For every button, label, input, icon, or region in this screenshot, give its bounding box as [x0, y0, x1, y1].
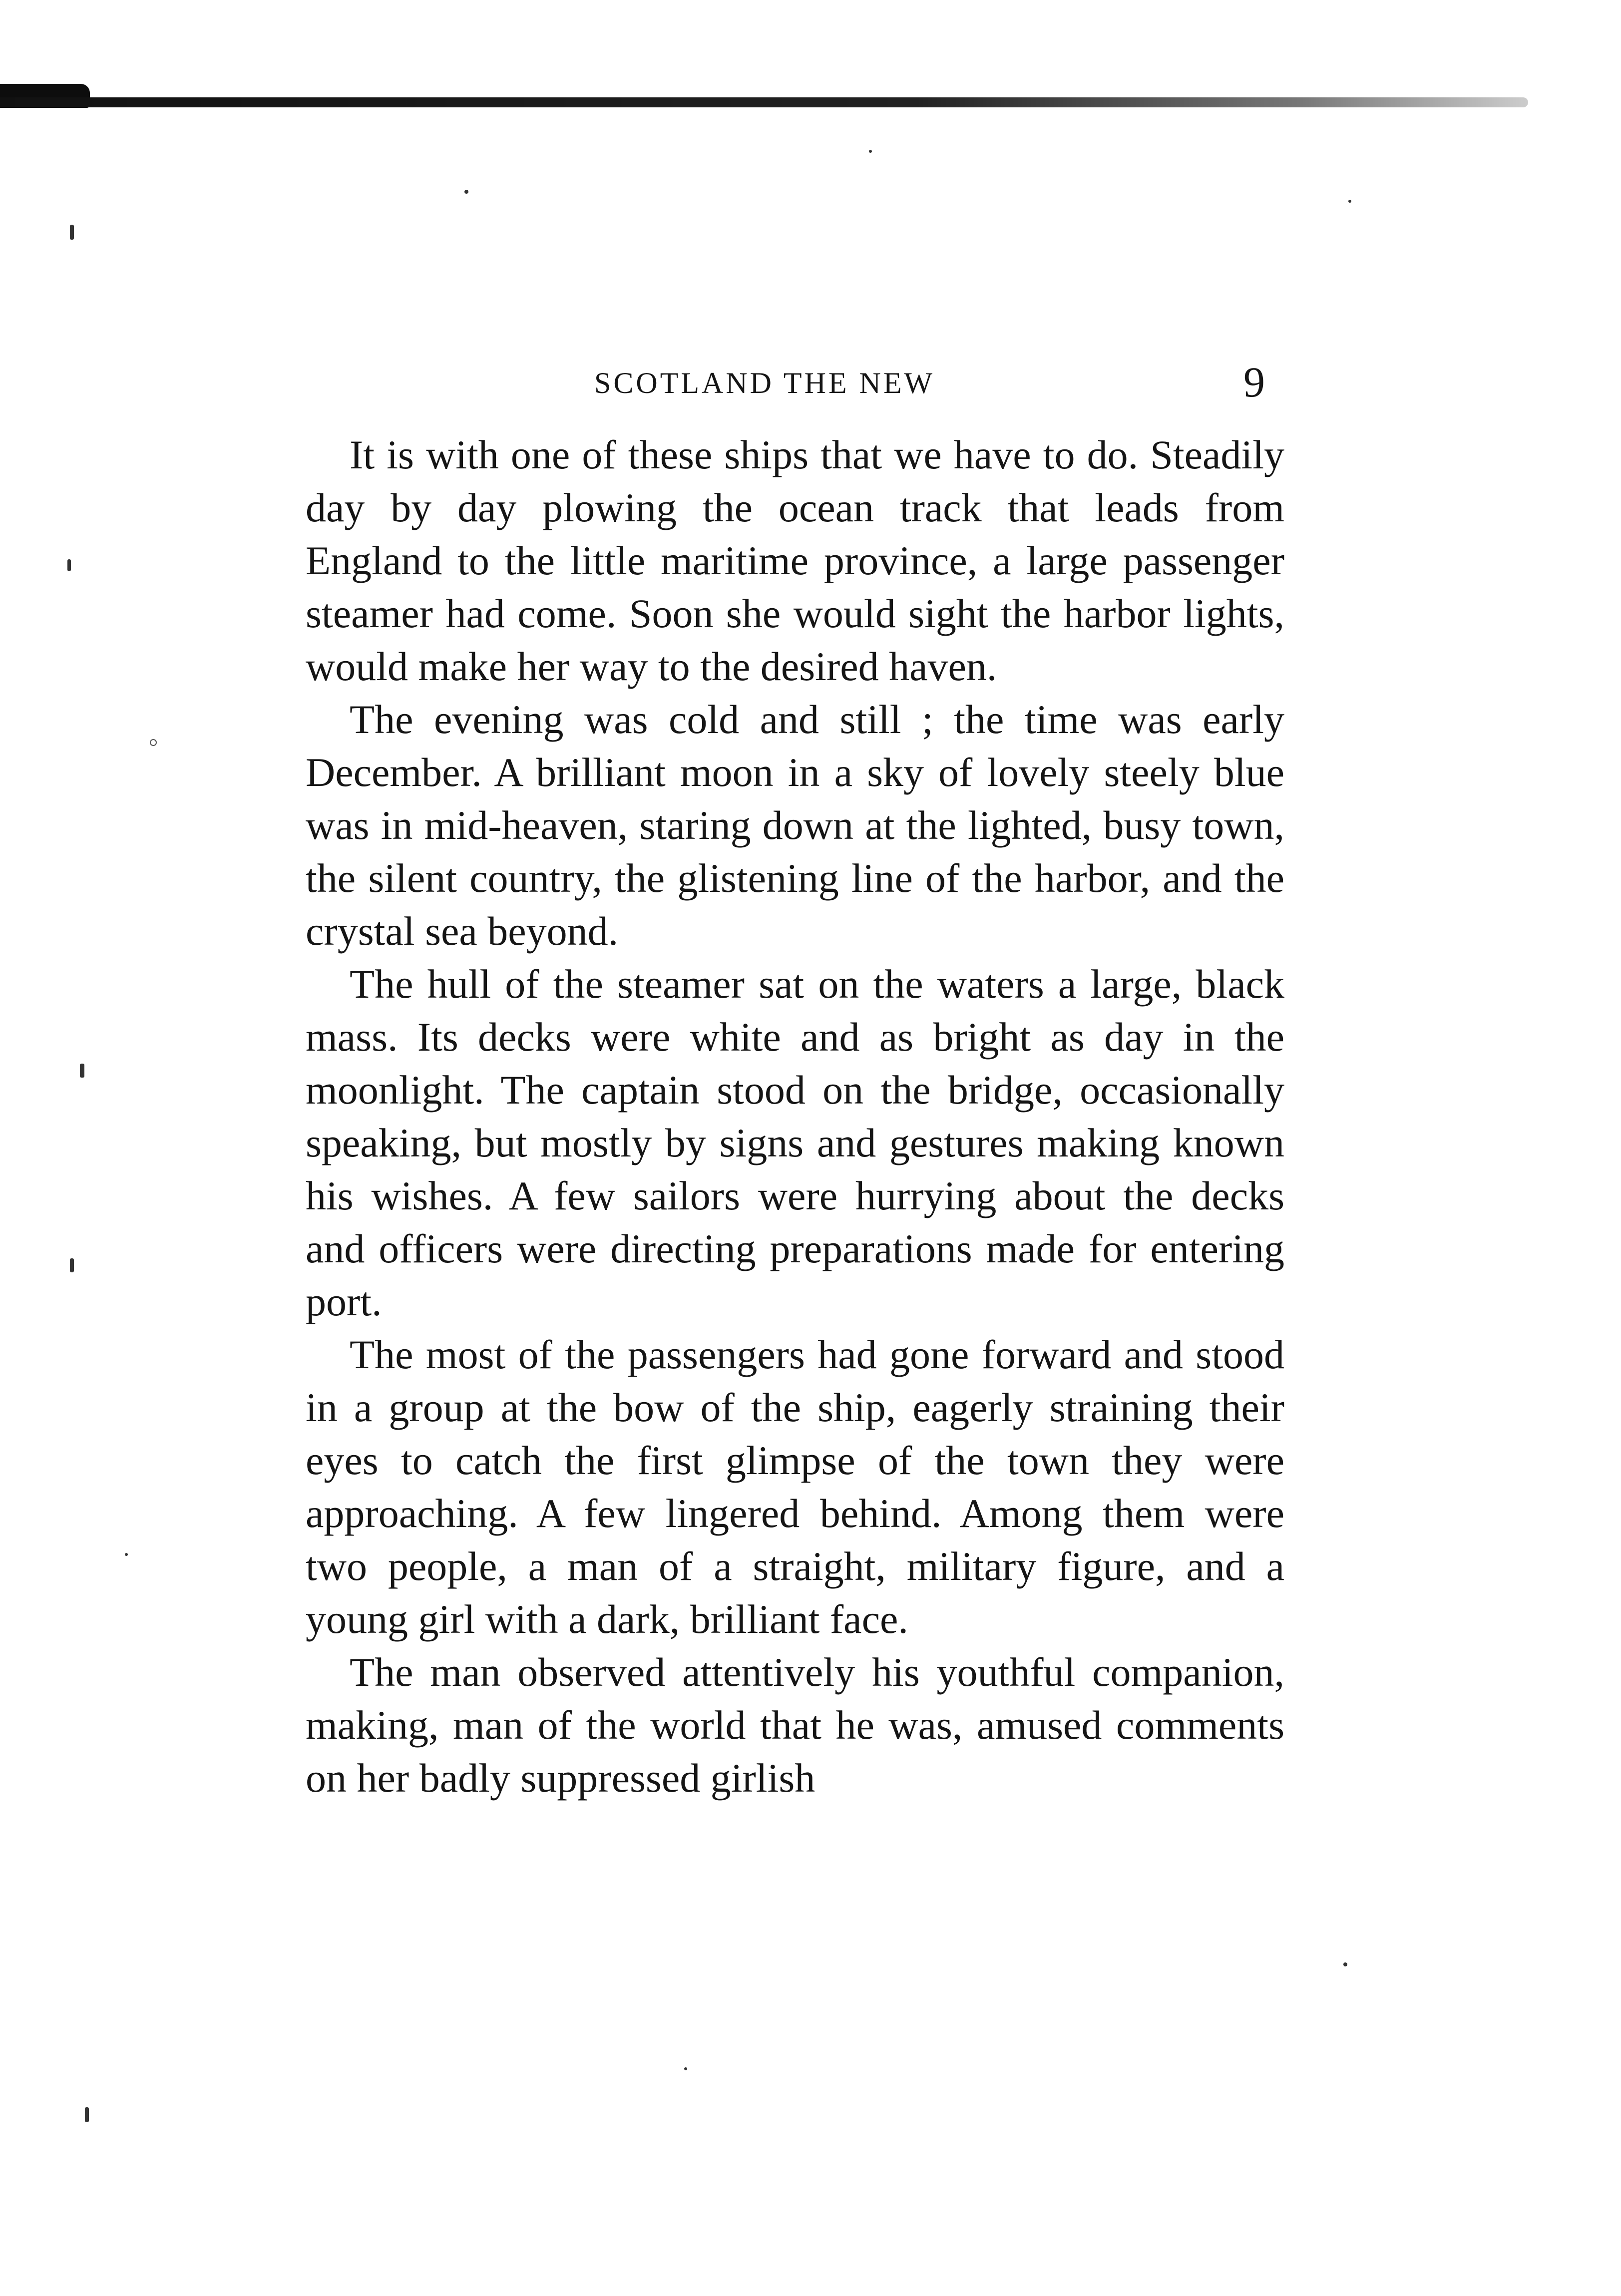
paragraph: The man observed attentively his youthful companion, making, man of the world that he was, amused comments on her badly suppressed girlish	[306, 1649, 1284, 1801]
paragraph: The evening was cold and still ; the time was early December. A brilliant moon in a sky of lovely steely blue was in mid-heaven, staring down at the lighted, busy town, the silent country, the glistening line of the harbor, and the crystal sea beyond.	[306, 697, 1284, 954]
scan-speck	[67, 559, 71, 571]
paragraph: The most of the passengers had gone forward and stood in a group at the bow of the ship, eagerly straining their eyes to catch the first glimpse of the town they were approaching. A few lingered behind. Among them were two people, a man of a straight, military figure, and a young girl with a dark, brilliant face.	[306, 1332, 1284, 1642]
scan-top-rule	[0, 97, 1528, 107]
scan-speck	[1348, 200, 1351, 203]
paragraph: The hull of the steamer sat on the waters a large, black mass. Its decks were white and as bright as day in the moonlight. The captain stood on the bridge, occasionally speaking, but mostly by signs and gestures making known his wishes. A few sailors were hurrying about the decks and officers were directing preparations made for entering port.	[306, 961, 1284, 1324]
scan-speck	[85, 2107, 89, 2122]
scan-speck	[125, 1553, 128, 1556]
page-number: 9	[1243, 358, 1265, 406]
scan-speck	[869, 150, 872, 153]
body-text	[306, 428, 1284, 1805]
running-title: SCOTLAND THE NEW	[594, 367, 935, 399]
scan-speck	[684, 2067, 687, 2070]
scan-speck	[464, 190, 468, 194]
scan-speck	[70, 225, 74, 240]
scan-speck	[150, 739, 157, 746]
scan-speck	[1343, 1962, 1347, 1966]
page-header	[300, 357, 1298, 417]
scan-speck	[80, 1064, 84, 1078]
scan-speck	[70, 1258, 74, 1272]
paragraph: It is with one of these ships that we have to do. Steadily day by day plowing the ocean track that leads from England to the little maritime province, a large passenger steamer had come. Soon she would sight the harbor lights, would make her way to the desired haven.	[306, 432, 1284, 689]
